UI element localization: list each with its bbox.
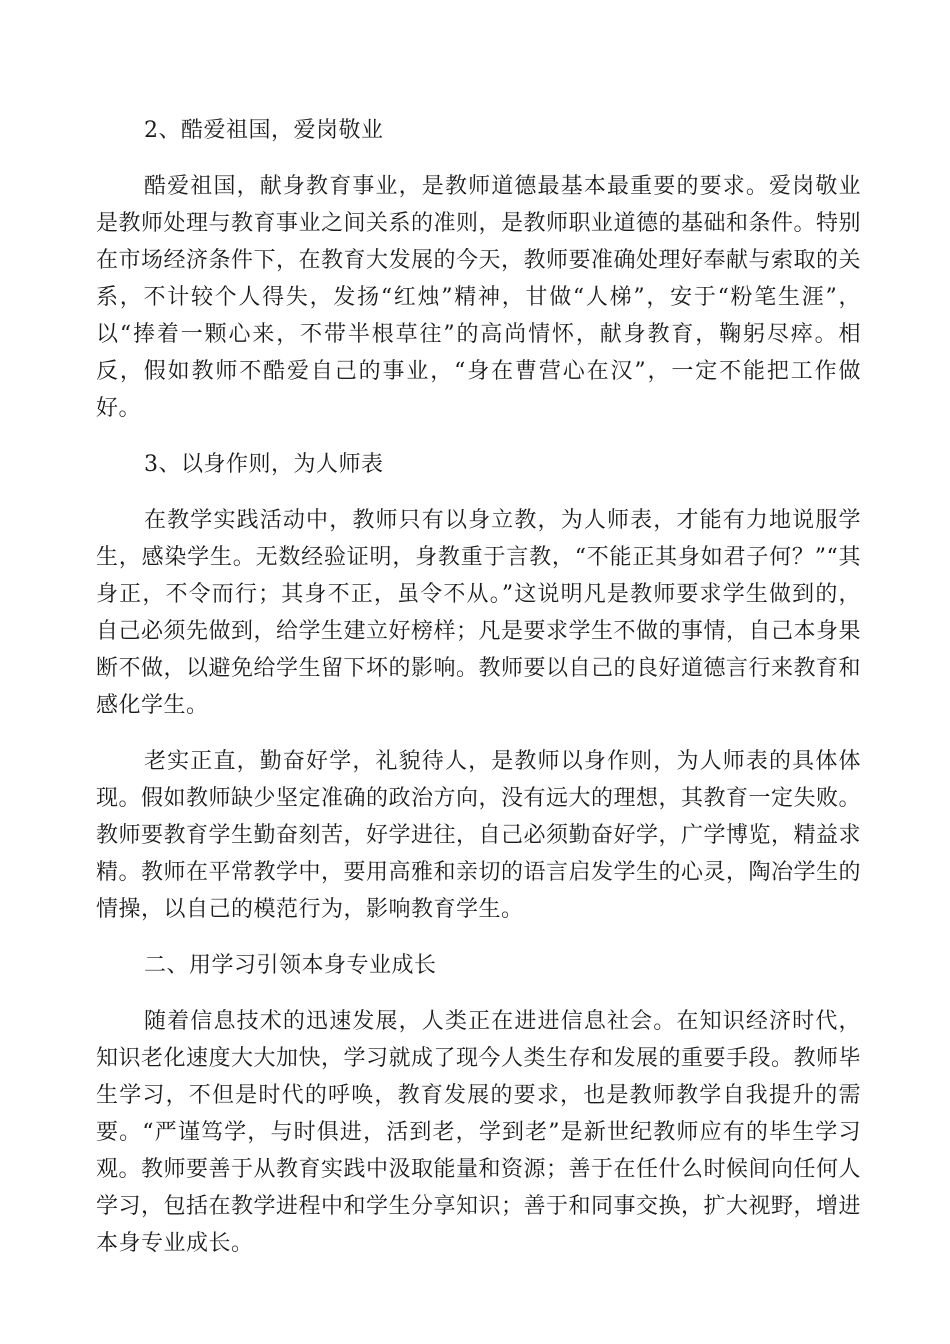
section-heading: 2、酷爱祖国，爱岗敬业 [144,118,384,143]
body-paragraph: 随着信息技术的迅速发展，人类正在进进信息社会。在知识经济时代，知识老化速度大大加快，学习就成了现今人类生存和发展的重要手段。教师毕生学习，不但是时代的呼唤，教育发展的要求，也是教师教学自我提升的需要。“严谨笃学，与时俱进，活到老，学到老”是新世纪教师应有的毕生学习观。教师要善于从教育实践中汲取能量和资源；善于在任什么时候间向任何人学习，包括在教学进程中和学生分享知识；善于和同事交换，扩大视野，增进本身专业成长。 [96,1009,862,1256]
section-heading: 二、用学习引领本身专业成长 [144,953,437,978]
document-body [96,112,861,1281]
body-paragraph: 老实正直，勤奋好学，礼貌待人，是教师以身作则，为人师表的具体体现。假如教师缺少坚定准确的政治方向，没有远大的理想，其教育一定失败。教师要教育学生勤奋刻苦，好学进往，自己必须勤奋好学，广学博览，精益求精。教师在平常教学中，要用高雅和亲切的语言启发学生的心灵，陶冶学生的情操，以自己的模范行为，影响教育学生。 [96,749,862,922]
body-paragraph: 酷爱祖国，献身教育事业，是教师道德最基本最重要的要求。爱岗敬业是教师处理与教育事业之间关系的准则，是教师职业道德的基础和条件。特别在市场经济条件下，在教育大发展的今天，教师要准确处理好奉献与索取的关系，不计较个人得失，发扬“红烛”精神，甘做“人梯”，安于“粉笔生涯”，以“捧着一颗心来，不带半根草往”的高尚情怀，献身教育，鞠躬尽瘁。相反，假如教师不酷爱自己的事业，“身在曹营心在汉”，一定不能把工作做好。 [96,174,862,421]
section-heading: 3、以身作则，为人师表 [144,452,384,477]
body-paragraph: 在教学实践活动中，教师只有以身立教，为人师表，才能有力地说服学生，感染学生。无数经验证明，身教重于言教，“不能正其身如君子何？”“其身正，不令而行；其身不正，虽令不从。”这说明凡是教师要求学生做到的，自己必须先做到，给学生建立好榜样；凡是要求学生不做的事情，自己本身果断不做，以避免给学生留下坏的影响。教师要以自己的良好道德言行来教育和感化学生。 [96,508,862,718]
